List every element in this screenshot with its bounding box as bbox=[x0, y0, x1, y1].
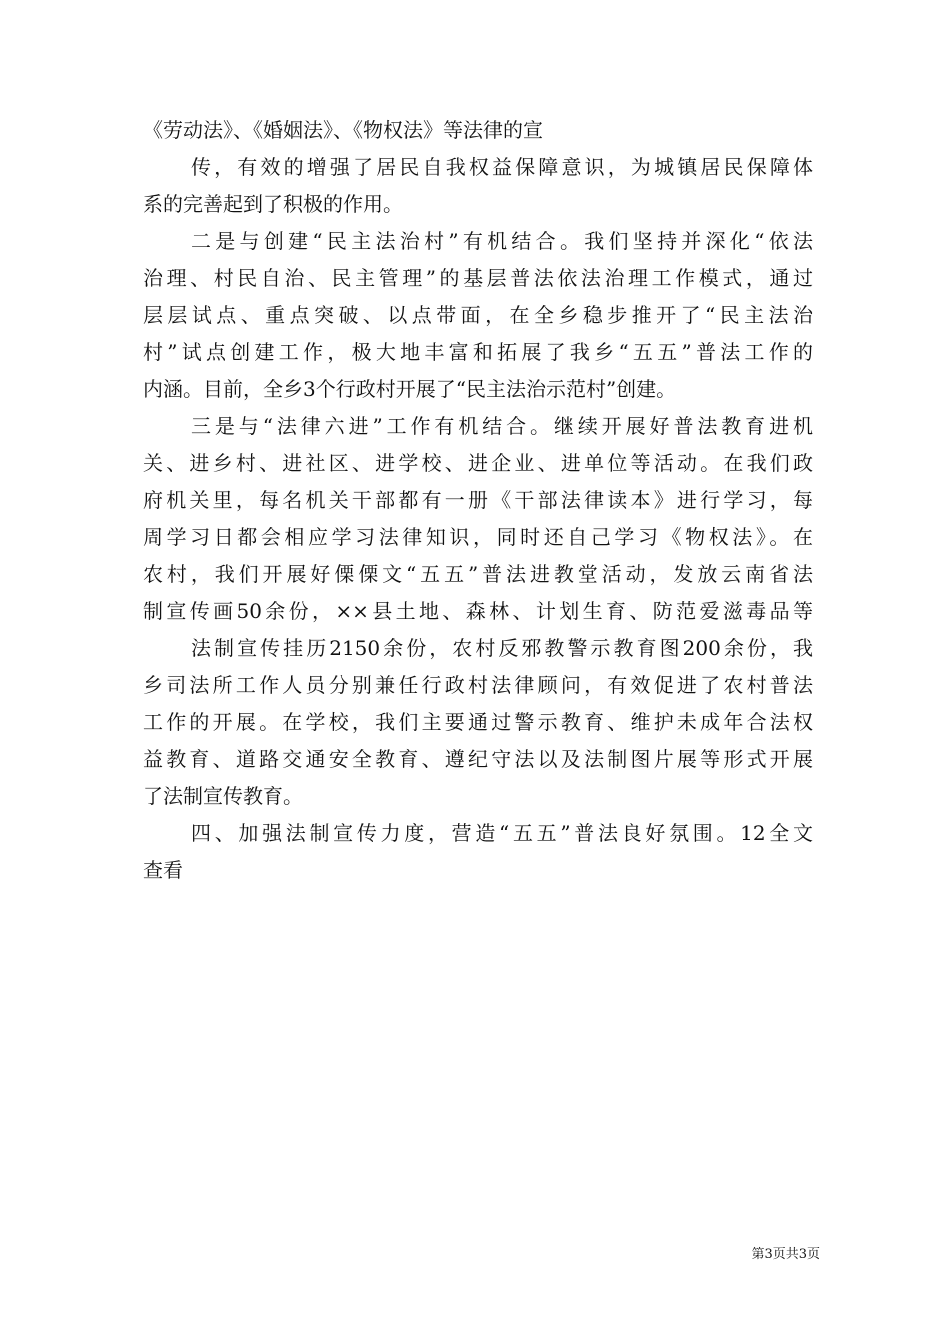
text-line: 制宣传画50余份，××县土地、森林、计划生育、防范爱滋毒品等 bbox=[143, 599, 813, 623]
text-line: 法制宣传挂历2150余份，农村反邪教警示教育图200余份，我 bbox=[191, 636, 813, 660]
text-line: 周学习日都会相应学习法律知识，同时还自己学习《物权法》。在 bbox=[143, 525, 813, 549]
text-line: 工作的开展。在学校，我们主要通过警示教育、维护未成年合法权 bbox=[143, 710, 813, 734]
text-line: 查看 bbox=[143, 858, 183, 882]
text-line: 府机关里，每名机关干部都有一册《干部法律读本》进行学习，每 bbox=[143, 488, 813, 512]
text-line: 益教育、道路交通安全教育、遵纪守法以及法制图片展等形式开展 bbox=[143, 747, 813, 771]
text-line: 四、加强法制宣传力度，营造“五五”普法良好氛围。12全文 bbox=[191, 821, 813, 845]
text-line: 传，有效的增强了居民自我权益保障意识，为城镇居民保障体 bbox=[191, 155, 813, 179]
text-line: 了法制宣传教育。 bbox=[143, 784, 303, 808]
text-line: 乡司法所工作人员分别兼任行政村法律顾问，有效促进了农村普法 bbox=[143, 673, 813, 697]
text-line: 治理、村民自治、民主管理”的基层普法依法治理工作模式，通过 bbox=[143, 266, 813, 290]
text-line: 层层试点、重点突破、以点带面，在全乡稳步推开了“民主法治 bbox=[143, 303, 813, 327]
page-number: 第3页共3页 bbox=[751, 1247, 820, 1262]
text-line: 《劳动法》、《婚姻法》、《物权法》等法律的宣 bbox=[143, 118, 543, 142]
text-line: 系的完善起到了积极的作用。 bbox=[143, 192, 403, 216]
text-line: 内涵。目前，全乡3个行政村开展了“民主法治示范村”创建。 bbox=[143, 377, 677, 401]
document-body bbox=[143, 112, 813, 889]
text-line: 关、进乡村、进社区、进学校、进企业、进单位等活动。在我们政 bbox=[143, 451, 813, 475]
text-line: 村”试点创建工作，极大地丰富和拓展了我乡“五五”普法工作的 bbox=[143, 340, 813, 364]
text-line: 二是与创建“民主法治村”有机结合。我们坚持并深化“依法 bbox=[191, 229, 813, 253]
text-line: 农村，我们开展好傈傈文“五五”普法进教堂活动，发放云南省法 bbox=[143, 562, 813, 586]
text-line: 三是与“法律六进”工作有机结合。继续开展好普法教育进机 bbox=[191, 414, 813, 438]
